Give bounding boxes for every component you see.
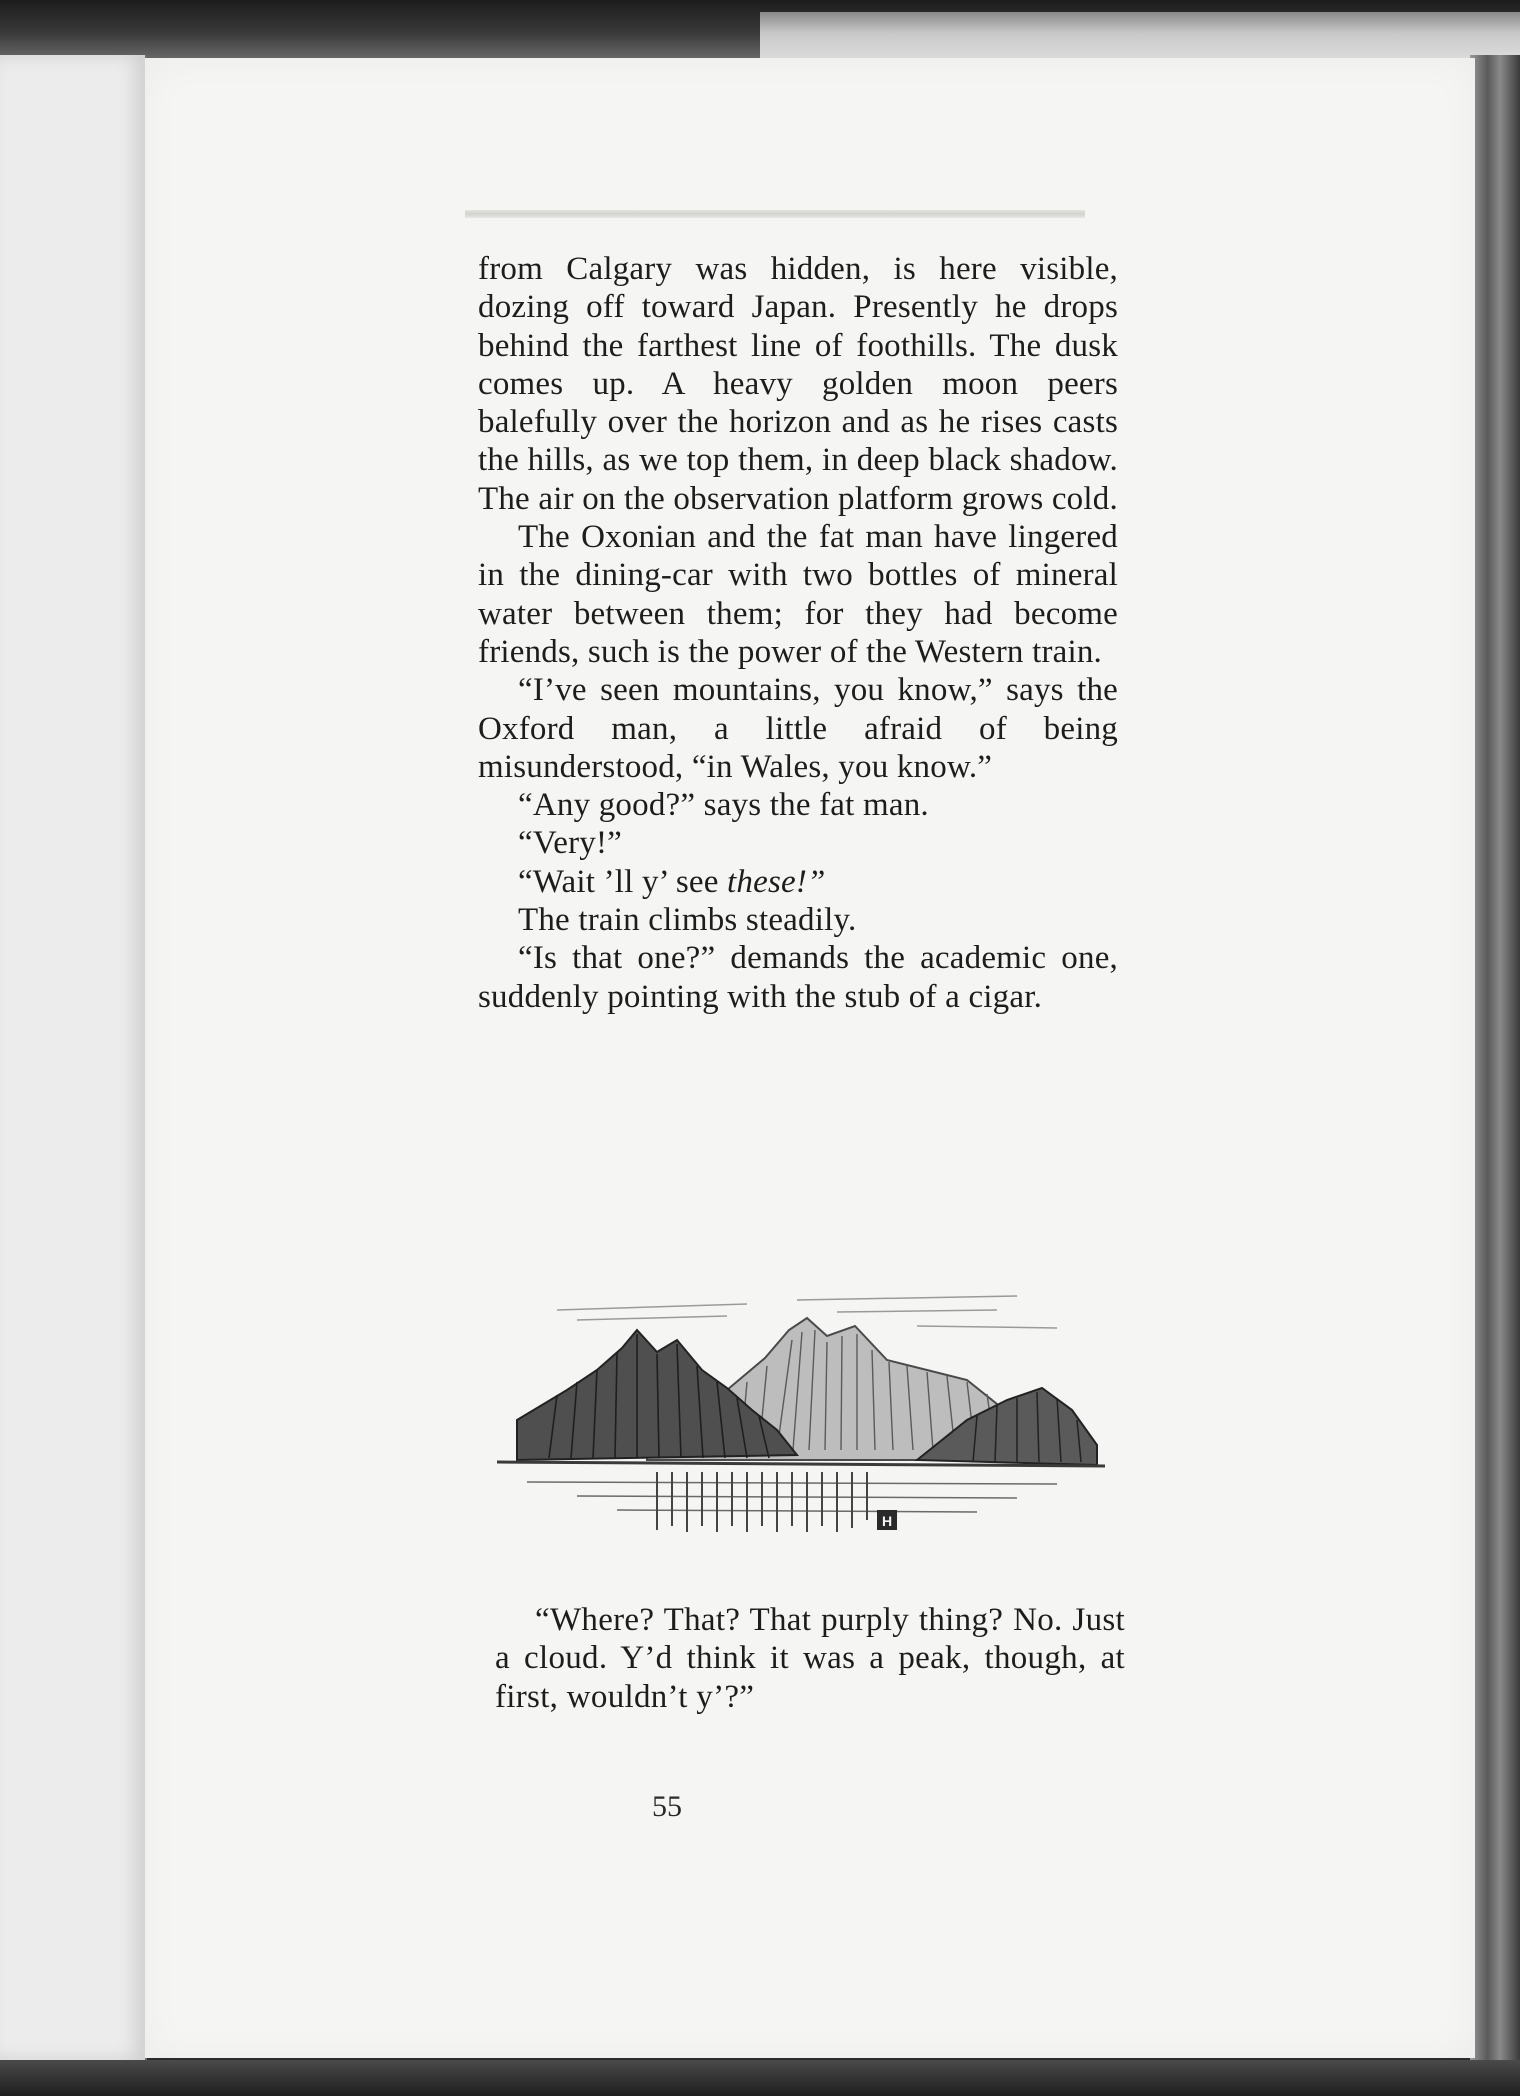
paragraph: “Very!” — [518, 825, 622, 862]
paragraph: “Any good?” says the fat man. — [518, 787, 929, 824]
book-fore-edge — [1470, 55, 1520, 2060]
paragraph: The Oxonian and the fat man have lingered in the dining-car with two bottles of mineral water between them; for they had become friends, such is the power of the Western train. — [478, 519, 1118, 670]
paragraph: “Is that one?” demands the academic one, suddenly pointing with the stub of a cigar. — [478, 940, 1118, 1015]
book-cover-edge — [760, 12, 1520, 60]
mountain-illustration — [497, 1270, 1105, 1580]
paragraph: from Calgary was hidden, is here visible, dozing off toward Japan. Presently he drops behind the farthest line of foothills. The dusk comes up. A heavy golden moon peers balefully over the horizon and as he rises casts the hills, as we top them, in deep black shadow. The air on the observation platform grows cold. — [478, 251, 1118, 517]
header-rule — [465, 210, 1085, 218]
paragraph: “I’ve seen mountains, you know,” says the Oxford man, a little afraid of being misunderstood, “in Wales, you know.” — [478, 672, 1118, 785]
body-text — [478, 250, 1118, 1016]
paragraph: “Where? That? That purply thing? No. Just a cloud. Y’d think it was a peak, though, at first, wouldn’t y’?” — [495, 1602, 1125, 1715]
monogram: H — [881, 1513, 893, 1529]
body-text-continued — [495, 1601, 1125, 1716]
paragraph: The train climbs steadily. — [518, 902, 857, 939]
page-number: 55 — [652, 1790, 682, 1823]
scanner-bottom-edge — [0, 2060, 1520, 2096]
facing-page — [0, 55, 147, 2060]
paragraph — [478, 863, 1118, 901]
book-page — [145, 58, 1475, 2058]
italic-text: these!” — [727, 863, 826, 900]
dialogue-text: “Wait ’ll y’ see — [518, 863, 728, 900]
